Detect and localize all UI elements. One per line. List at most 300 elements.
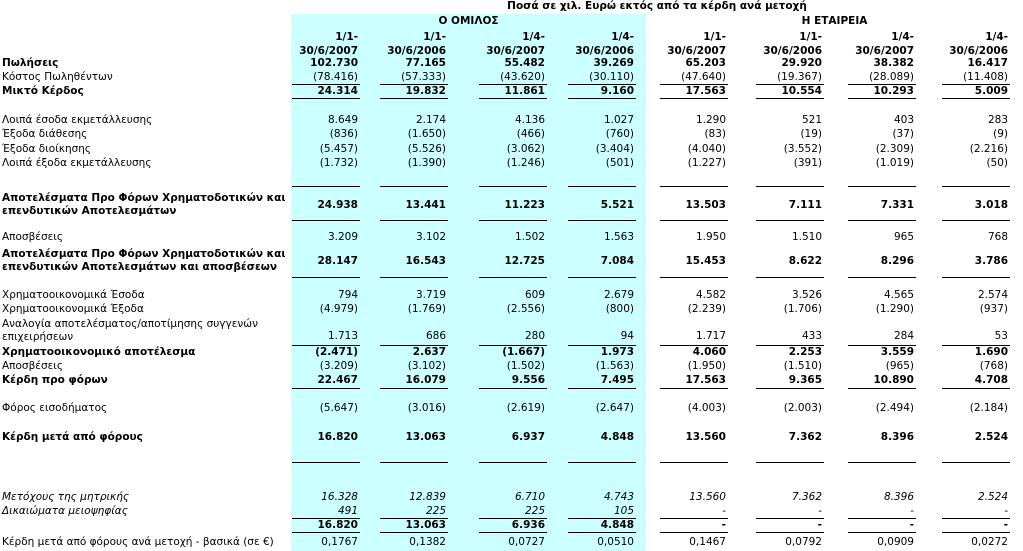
cell-value: (2.184) (969, 402, 1008, 414)
period-header-4 (552, 30, 634, 58)
underline-rule (380, 388, 448, 389)
underline-rule (660, 388, 728, 389)
cell-value: (3.552) (783, 143, 822, 155)
cell-value: (37) (892, 128, 914, 140)
underline-rule (756, 186, 824, 187)
underline-rule (848, 518, 916, 519)
cell-value: (937) (979, 303, 1008, 315)
cell-value: 7.495 (600, 374, 634, 386)
cell-value: 1.510 (791, 231, 822, 243)
underline-rule (479, 98, 547, 99)
underline-rule (756, 532, 824, 533)
underline-rule (942, 98, 1010, 99)
underline-rule (942, 277, 1010, 278)
cell-value: 12.839 (409, 491, 446, 503)
underline-rule (380, 518, 448, 519)
cell-value: 965 (893, 231, 914, 243)
underline-rule (568, 277, 636, 278)
cell-value: 768 (987, 231, 1008, 243)
cell-value: 39.269 (593, 57, 634, 69)
cell-value: (5.647) (319, 402, 358, 414)
cell-value: 11.861 (504, 85, 545, 97)
underline-rule (848, 388, 916, 389)
underline-rule (568, 220, 636, 221)
cell-value: 65.203 (685, 57, 726, 69)
cell-value: (1.246) (506, 157, 545, 169)
period-start: 1/1- (799, 31, 822, 43)
underline-rule (848, 345, 916, 346)
cell-value: 4.848 (600, 519, 634, 531)
cell-value: (43.620) (500, 71, 545, 83)
table-caption: Ποσά σε χιλ. Ευρώ εκτός από τα κέρδη ανά μετοχή (507, 0, 807, 12)
cell-value: 491 (337, 505, 358, 517)
underline-rule (660, 462, 728, 463)
underline-rule (292, 345, 360, 346)
cell-value: 4.582 (695, 289, 726, 301)
table-row (0, 114, 1023, 127)
cell-value: (391) (793, 157, 822, 169)
period-start: 1/1- (703, 31, 726, 43)
underline-rule (292, 277, 360, 278)
cell-value: 8.396 (880, 431, 914, 443)
cell-value: 10.293 (873, 85, 914, 97)
cell-value: (9) (993, 128, 1008, 140)
cell-value: 4.708 (974, 374, 1008, 386)
cell-value: 2.174 (415, 114, 446, 126)
underline-rule (660, 532, 728, 533)
cell-value: (5.526) (407, 143, 446, 155)
table-row (0, 57, 1023, 70)
cell-value: 7.111 (788, 199, 822, 211)
cell-value: 8.396 (883, 491, 914, 503)
underline-rule (479, 220, 547, 221)
cell-value: 16.820 (317, 519, 358, 531)
underline-rule (568, 98, 636, 99)
cell-value: 4.565 (883, 289, 914, 301)
underline-rule (660, 84, 728, 85)
underline-rule (568, 345, 636, 346)
cell-value: 4.743 (603, 491, 634, 503)
underline-rule (568, 462, 636, 463)
underline-rule (380, 532, 448, 533)
row-label: Αποτελέσματα Προ Φόρων Χρηματοδοτικών και επενδυτικών Αποτελεσμάτων (2, 192, 286, 217)
cell-value: 0,1767 (321, 536, 358, 548)
cell-value: (466) (516, 128, 545, 140)
table-row (0, 289, 1023, 302)
row-label: Χρηματοοικονομικά Έξοδα (2, 303, 144, 315)
cell-value: 1.717 (695, 330, 726, 342)
underline-rule (942, 462, 1010, 463)
cell-value: 94 (620, 330, 634, 342)
underline-rule (568, 518, 636, 519)
underline-rule (848, 186, 916, 187)
cell-value: 794 (337, 289, 358, 301)
underline-rule (756, 84, 824, 85)
cell-value: 0,0792 (785, 536, 822, 548)
cell-value: (1.706) (783, 303, 822, 315)
period-header-6 (740, 30, 822, 58)
cell-value: (1.390) (407, 157, 446, 169)
cell-value: 12.725 (504, 255, 545, 267)
table-row (0, 143, 1023, 156)
cell-value: 13.560 (689, 491, 726, 503)
cell-value: 8.649 (327, 114, 358, 126)
underline-rule (756, 277, 824, 278)
cell-value: 24.314 (317, 85, 358, 97)
table-row (0, 248, 1023, 276)
cell-value: 7.362 (791, 491, 822, 503)
cell-value: (1.650) (407, 128, 446, 140)
cell-value: 15.453 (685, 255, 726, 267)
group-header-etaireia: Η ΕΤΑΙΡΕΙΑ (801, 15, 868, 27)
group-header-omilos: Ο ΟΜΙΛΟΣ (438, 15, 499, 27)
underline-rule (479, 345, 547, 346)
cell-value: 1.027 (603, 114, 634, 126)
cell-value: (5.457) (319, 143, 358, 155)
cell-value: 284 (893, 330, 914, 342)
period-end: 30/6/2007 (486, 45, 545, 57)
cell-value: (2.216) (969, 143, 1008, 155)
cell-value: 19.832 (405, 85, 446, 97)
cell-value: 2.524 (977, 491, 1008, 503)
underline-rule (848, 532, 916, 533)
cell-value: 7.084 (600, 255, 634, 267)
cell-value: 2.574 (977, 289, 1008, 301)
cell-value: (57.333) (401, 71, 446, 83)
cell-value: (3.102) (407, 360, 446, 372)
underline-rule (660, 220, 728, 221)
table-row (0, 318, 1023, 346)
underline-rule (292, 518, 360, 519)
cell-value: 1.690 (974, 346, 1008, 358)
row-label: Αποσβέσεις (2, 360, 64, 372)
row-label: Κέρδη μετά από φόρους (2, 431, 143, 443)
cell-value: 9.365 (788, 374, 822, 386)
cell-value: (501) (605, 157, 634, 169)
underline-rule (942, 220, 1010, 221)
cell-value: 16.543 (405, 255, 446, 267)
row-label: Λοιπά έξοδα εκμετάλλευσης (2, 157, 152, 169)
cell-value: 3.526 (791, 289, 822, 301)
cell-value: (78.416) (313, 71, 358, 83)
row-label: Έξοδα διοίκησης (2, 143, 92, 155)
period-end: 30/6/2007 (855, 45, 914, 57)
cell-value: 433 (801, 330, 822, 342)
cell-value: 7.362 (788, 431, 822, 443)
cell-value: 16.328 (321, 491, 358, 503)
period-header-3 (463, 30, 545, 58)
cell-value: 3.209 (327, 231, 358, 243)
underline-rule (942, 186, 1010, 187)
underline-rule (756, 98, 824, 99)
cell-value: 24.938 (317, 199, 358, 211)
underline-rule (660, 186, 728, 187)
period-end: 30/6/2006 (949, 45, 1008, 57)
cell-value: - (722, 505, 726, 517)
underline-rule (479, 518, 547, 519)
cell-value: 13.503 (685, 199, 726, 211)
cell-value: 17.563 (685, 85, 726, 97)
cell-value: 28.147 (317, 255, 358, 267)
cell-value: (3.062) (506, 143, 545, 155)
underline-rule (380, 462, 448, 463)
cell-value: 16.820 (317, 431, 358, 443)
underline-rule (479, 84, 547, 85)
period-start: 1/1- (423, 31, 446, 43)
cell-value: 3.559 (880, 346, 914, 358)
cell-value: (2.647) (595, 402, 634, 414)
cell-value: 1.950 (695, 231, 726, 243)
row-label: Πωλήσεις (2, 57, 59, 69)
cell-value: (2.239) (687, 303, 726, 315)
underline-rule (942, 345, 1010, 346)
period-start: 1/1- (335, 31, 358, 43)
period-end: 30/6/2007 (299, 45, 358, 57)
underline-rule (292, 462, 360, 463)
row-label: Αναλογία αποτελέσματος/αποτίμησης συγγενών επιχειρήσεων (2, 318, 258, 343)
cell-value: 0,0727 (508, 536, 545, 548)
cell-value: 77.165 (405, 57, 446, 69)
underline-rule (380, 84, 448, 85)
cell-value: (28.089) (869, 71, 914, 83)
cell-value: (50) (986, 157, 1008, 169)
cell-value: 55.482 (504, 57, 545, 69)
underline-rule (848, 98, 916, 99)
period-header-5 (644, 30, 726, 58)
cell-value: 283 (987, 114, 1008, 126)
underline-rule (660, 98, 728, 99)
cell-value: (3.404) (595, 143, 634, 155)
table-row (0, 303, 1023, 316)
cell-value: 22.467 (317, 374, 358, 386)
table-row (0, 536, 1023, 549)
cell-value: 10.554 (781, 85, 822, 97)
row-label: Κόστος Πωληθέντων (2, 71, 113, 83)
cell-value: (1.510) (783, 360, 822, 372)
row-label: Φόρος εισοδήματος (2, 402, 108, 414)
underline-rule (942, 532, 1010, 533)
cell-value: 8.296 (880, 255, 914, 267)
cell-value: 16.417 (967, 57, 1008, 69)
cell-value: (1.732) (319, 157, 358, 169)
cell-value: 29.920 (781, 57, 822, 69)
cell-value: 1.290 (695, 114, 726, 126)
period-header-8 (926, 30, 1008, 58)
cell-value: 3.786 (974, 255, 1008, 267)
underline-rule (660, 345, 728, 346)
cell-value: (760) (605, 128, 634, 140)
cell-value: (2.619) (506, 402, 545, 414)
period-header-2 (364, 30, 446, 58)
row-label: Λοιπά έσοδα εκμετάλλευσης (2, 114, 153, 126)
cell-value: (4.040) (687, 143, 726, 155)
cell-value: 2.679 (603, 289, 634, 301)
underline-rule (660, 518, 728, 519)
underline-rule (568, 186, 636, 187)
cell-value: (1.227) (687, 157, 726, 169)
cell-value: - (818, 505, 822, 517)
underline-rule (380, 277, 448, 278)
cell-value: 609 (524, 289, 545, 301)
table-row (0, 157, 1023, 170)
underline-rule (848, 220, 916, 221)
underline-rule (380, 345, 448, 346)
cell-value: 13.063 (405, 519, 446, 531)
cell-value: 225 (524, 505, 545, 517)
underline-rule (568, 532, 636, 533)
cell-value: (836) (329, 128, 358, 140)
period-header-1 (276, 30, 358, 58)
cell-value: - (817, 519, 822, 531)
cell-value: 13.063 (405, 431, 446, 443)
cell-value: 5.521 (600, 199, 634, 211)
table-row (0, 346, 1023, 359)
underline-rule (848, 84, 916, 85)
period-start: 1/4- (985, 31, 1008, 43)
table-row (0, 431, 1023, 444)
cell-value: - (1004, 505, 1008, 517)
table-row (0, 85, 1023, 98)
underline-rule (848, 277, 916, 278)
cell-value: (83) (704, 128, 726, 140)
underline-rule (292, 186, 360, 187)
table-row (0, 231, 1023, 244)
cell-value: (3.016) (407, 402, 446, 414)
cell-value: 0,1382 (409, 536, 446, 548)
cell-value: 280 (524, 330, 545, 342)
underline-rule (292, 220, 360, 221)
underline-rule (292, 98, 360, 99)
cell-value: - (909, 519, 914, 531)
cell-value: (4.003) (687, 402, 726, 414)
cell-value: 1.502 (514, 231, 545, 243)
underline-rule (380, 98, 448, 99)
cell-value: (2.471) (315, 346, 358, 358)
underline-rule (942, 84, 1010, 85)
underline-rule (292, 84, 360, 85)
table-row (0, 374, 1023, 387)
underline-rule (568, 388, 636, 389)
cell-value: 6.937 (511, 431, 545, 443)
cell-value: 11.223 (504, 199, 545, 211)
cell-value: 38.382 (873, 57, 914, 69)
cell-value: (1.019) (875, 157, 914, 169)
period-end: 30/6/2006 (763, 45, 822, 57)
cell-value: 4.060 (692, 346, 726, 358)
cell-value: 6.710 (514, 491, 545, 503)
row-label: Μετόχους της μητρικής (2, 491, 130, 503)
cell-value: 3.018 (974, 199, 1008, 211)
underline-rule (479, 186, 547, 187)
cell-value: 17.563 (685, 374, 726, 386)
underline-rule (380, 220, 448, 221)
cell-value: 7.331 (880, 199, 914, 211)
cell-value: (19) (800, 128, 822, 140)
underline-rule (479, 388, 547, 389)
cell-value: 9.160 (600, 85, 634, 97)
cell-value: 0,0510 (597, 536, 634, 548)
cell-value: 0,1467 (689, 536, 726, 548)
cell-value: (19.367) (777, 71, 822, 83)
table-row (0, 71, 1023, 84)
cell-value: 6.936 (511, 519, 545, 531)
cell-value: 13.441 (405, 199, 446, 211)
table-row (0, 402, 1023, 415)
cell-value: (1.502) (506, 360, 545, 372)
row-label: Αποτελέσματα Προ Φόρων Χρηματοδοτικών και επενδυτικών Αποτελεσμάτων και αποσβέσεων (2, 248, 286, 273)
underline-rule (568, 84, 636, 85)
underline-rule (848, 462, 916, 463)
underline-rule (756, 518, 824, 519)
cell-value: (3.209) (319, 360, 358, 372)
cell-value: 9.556 (511, 374, 545, 386)
cell-value: (2.494) (875, 402, 914, 414)
cell-value: 521 (801, 114, 822, 126)
cell-value: (30.110) (589, 71, 634, 83)
cell-value: 2.524 (974, 431, 1008, 443)
period-end: 30/6/2006 (575, 45, 634, 57)
cell-value: 686 (425, 330, 446, 342)
period-start: 1/4- (891, 31, 914, 43)
cell-value: 10.890 (873, 374, 914, 386)
underline-rule (756, 220, 824, 221)
table-row (0, 192, 1023, 220)
period-start: 1/4- (611, 31, 634, 43)
cell-value: 2.637 (412, 346, 446, 358)
cell-value: 5.009 (974, 85, 1008, 97)
underline-rule (942, 518, 1010, 519)
period-header-7 (832, 30, 914, 58)
cell-value: 403 (893, 114, 914, 126)
underline-rule (942, 388, 1010, 389)
row-label: Κέρδη προ φόρων (2, 374, 108, 386)
cell-value: (47.640) (681, 71, 726, 83)
cell-value: 1.563 (603, 231, 634, 243)
underline-rule (292, 532, 360, 533)
cell-value: (1.769) (407, 303, 446, 315)
underline-rule (479, 462, 547, 463)
cell-value: 3.102 (415, 231, 446, 243)
cell-value: (2.003) (783, 402, 822, 414)
underline-rule (479, 532, 547, 533)
row-label: Δικαιώματα μειοψηφίας (2, 505, 128, 517)
cell-value: (1.950) (687, 360, 726, 372)
row-label: Μικτό Κέρδος (2, 85, 84, 97)
row-label: Χρηματοοικονομικό αποτέλεσμα (2, 346, 196, 358)
cell-value: 3.719 (415, 289, 446, 301)
table-row (0, 505, 1023, 518)
underline-rule (756, 388, 824, 389)
underline-rule (380, 186, 448, 187)
table-row (0, 360, 1023, 373)
row-label: Έξοδα διάθεσης (2, 128, 88, 140)
cell-value: 102.730 (310, 57, 358, 69)
table-row (0, 491, 1023, 504)
cell-value: (4.979) (319, 303, 358, 315)
cell-value: 1.713 (327, 330, 358, 342)
cell-value: (2.309) (875, 143, 914, 155)
period-end: 30/6/2007 (667, 45, 726, 57)
cell-value: 4.848 (600, 431, 634, 443)
cell-value: (800) (605, 303, 634, 315)
underline-rule (479, 277, 547, 278)
underline-rule (292, 388, 360, 389)
cell-value: 1.973 (600, 346, 634, 358)
cell-value: (1.563) (595, 360, 634, 372)
table-row (0, 519, 1023, 532)
underline-rule (660, 277, 728, 278)
underline-rule (756, 345, 824, 346)
